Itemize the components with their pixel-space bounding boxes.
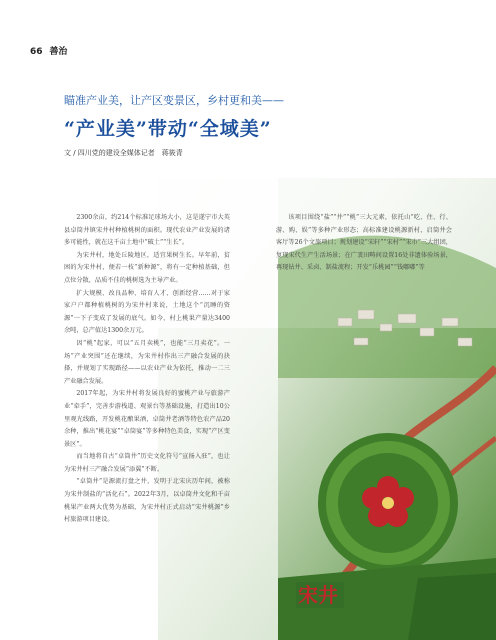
section-label: 善治 [49,47,68,57]
article-lead: 瞄准产业美，让产区变景区，乡村更和美—— [64,94,284,107]
paragraph: “卓筒井”是源流打盘之井，发明于北宋庆历年间，被称为宋井制盐的“活化石”。2022年3月，以卓筒井文化和千亩桃果产业两大优势为基础，为宋井村正式启动“宋井桃源”乡村旅游项目建设。 [64,478,230,524]
paragraph: 2300余亩，约214个标准足球场大小，这是遂宁市大英县卓筒井镇宋井村种植桃树的面积。现代农业产业发展的诸多可能性，就在这千亩土地中“破土”“生长”。 [64,214,230,247]
page-header [30,44,67,57]
paragraph: 2017年起，为宋井村将发展良好的蜜桃产业与旅游产业“牵手”，完善步游栈道、观景台等基础设施，打造出10公里观光线路，开发桃花酿果酒，卓筒井老酒等特色农产品20余种，推出“桃花宴”“卓筒宴”等多种特色美食，实现“产区变景区”。 [64,390,230,448]
paragraph: 扩大规模、改良品种、培育人才、创新经营……对于家家户户都种植桃树的为宋井村来说，土地这个“沉睡的资源”一下子变成了发展的底气。如今，村上桃果产量达3400余吨，总产值达1300余万元。 [64,289,230,335]
right-column [276,212,452,275]
article-byline: 文 / 四川党的建设全媒体记者 蒋筱青 [64,149,183,157]
village-sign-text: 宋井 [298,583,338,607]
paragraph: 因“桃”起家，可以“五月卖桃”，也能“三月卖花”。一场“产业突围”还在继续，为宋井村作出三产融合发展的抉择，并规划了实现路径——以农业产业为依托，推动一二三产业融合发展。 [64,339,230,385]
paragraph: 该项目围绕“盐”“井”“桃”三大元素，依托山“吃、住、行、游、购、娱”等多种产业形态；高标准建设桃源新村，启筒井会客厅等26个文旅项目；规划建设“宋轩”“宋村”“宋市”三大组团，复现宋代生产生活场景；在广袤田畴间设置16处非遗体验场景，再现钻井、采卤、制盐流程；开发“乐桃园”“钱嘟嘟”等 [276,214,452,272]
left-column [64,212,230,527]
paragraph: 为宋井村，地处丘陵地区，适宜果树生长。早年前，贫困的为宋井村，便若一枝“新种源”，将有一定种植基础，但点位分散，品质不佳的桃树选为主导产业。 [64,251,230,284]
paragraph: 而当地将自古“卓筒井”历史文化符号“宣扬入驻”，也让为宋井村三产融合发展“添翼”不断。 [64,453,230,473]
article-title: “产业美”带动“全域美” [64,118,272,140]
page-number: 66 [30,47,43,57]
